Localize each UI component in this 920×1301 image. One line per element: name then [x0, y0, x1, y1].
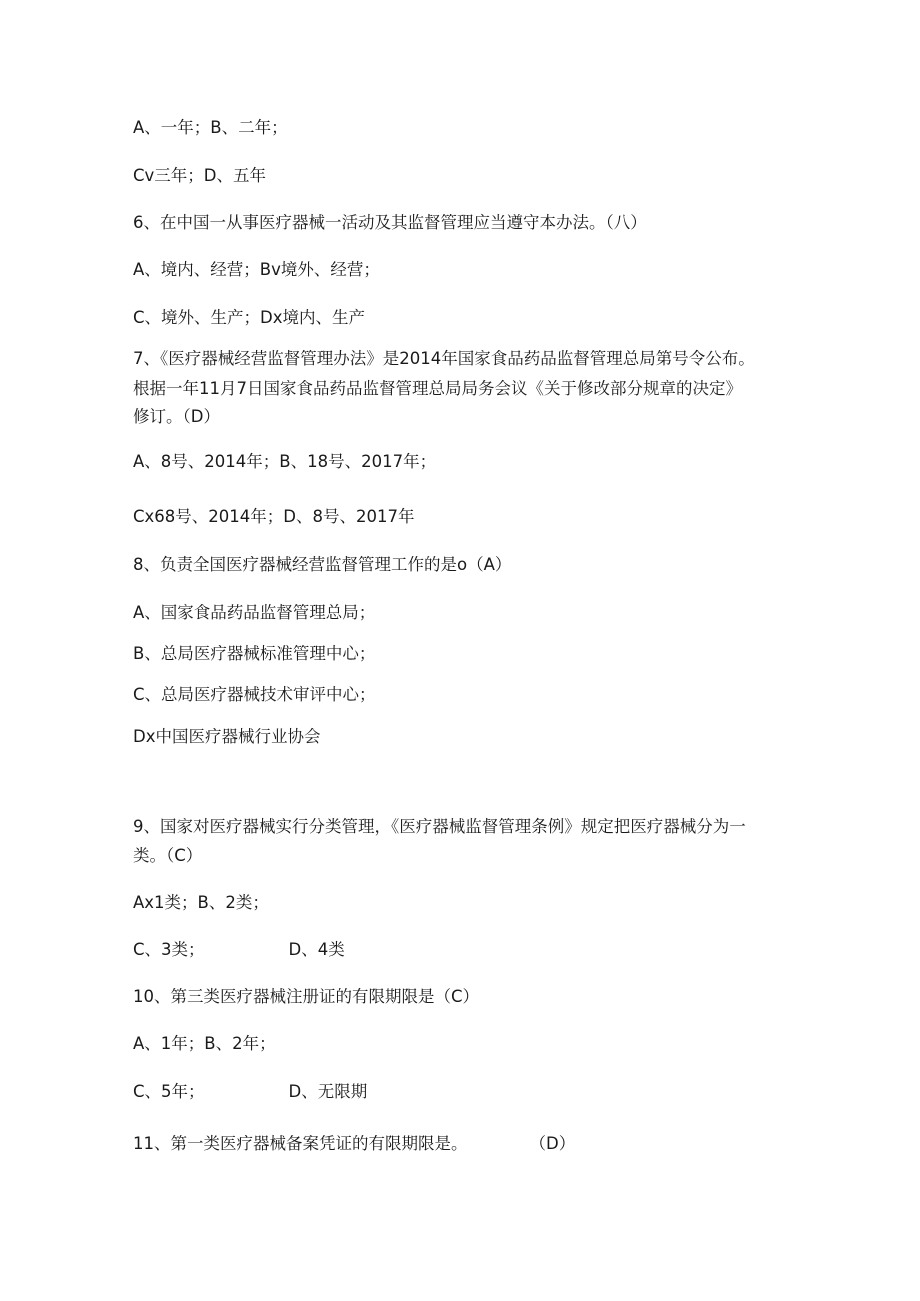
q7-question-line3: 修订。（D）	[133, 407, 220, 426]
q11-text: 11、第一类医疗器械备案凭证的有限期限是。	[133, 1134, 468, 1153]
q8-option-d: Dx中国医疗器械行业协会	[133, 727, 321, 746]
q8-question: 8、负责全国医疗器械经营监督管理工作的是o（A）	[133, 555, 512, 574]
q7-options-cd: Cx68号、2014年；D、8号、2017年	[133, 507, 415, 526]
q6-question: 6、在中国一从事医疗器械一活动及其监督管理应当遵守本办法。（八）	[133, 213, 647, 232]
q10-options-cd	[133, 1081, 367, 1103]
q10-option-d: D、无限期	[288, 1082, 368, 1101]
q9-option-d: D、4类	[288, 940, 345, 959]
q11-question	[133, 1133, 575, 1155]
q9-option-c: C、3类；	[133, 940, 205, 959]
q9-question-line1: 9、国家对医疗器械实行分类管理，《医疗器械监督管理条例》规定把医疗器械分为一	[133, 817, 746, 836]
q10-option-c: C、5年；	[133, 1082, 205, 1101]
q8-option-a: A、国家食品药品监督管理总局；	[133, 603, 376, 622]
q7-question-line2: 根据一年11月7日国家食品药品监督管理总局局务会议《关于修改部分规章的决定》	[133, 379, 742, 398]
q8-option-c: C、总局医疗器械技术审评中心；	[133, 685, 376, 704]
q11-answer: （D）	[529, 1134, 576, 1153]
q5-options-ab: A、一年；B、二年；	[133, 118, 288, 137]
q6-options-ab: A、境内、经营；Bv境外、经营；	[133, 260, 380, 279]
q7-question-line1: 7、《医疗器械经营监督管理办法》是2014年国家食品药品监督管理总局第号令公布。	[133, 349, 755, 368]
q5-options-cd: Cv三年；D、五年	[133, 166, 266, 185]
q6-options-cd: C、境外、生产；Dx境内、生产	[133, 308, 365, 327]
q10-question: 10、第三类医疗器械注册证的有限期限是（C）	[133, 987, 480, 1006]
q7-options-ab: A、8号、2014年；B、18号、2017年；	[133, 452, 437, 471]
q8-option-b: B、总局医疗器械标准管理中心；	[133, 644, 376, 663]
q10-options-ab: A、1年；B、2年；	[133, 1034, 276, 1053]
q9-options-cd	[133, 939, 345, 961]
q9-options-ab: Ax1类；B、2类；	[133, 893, 269, 912]
q9-question-line2: 类。（C）	[133, 846, 203, 865]
